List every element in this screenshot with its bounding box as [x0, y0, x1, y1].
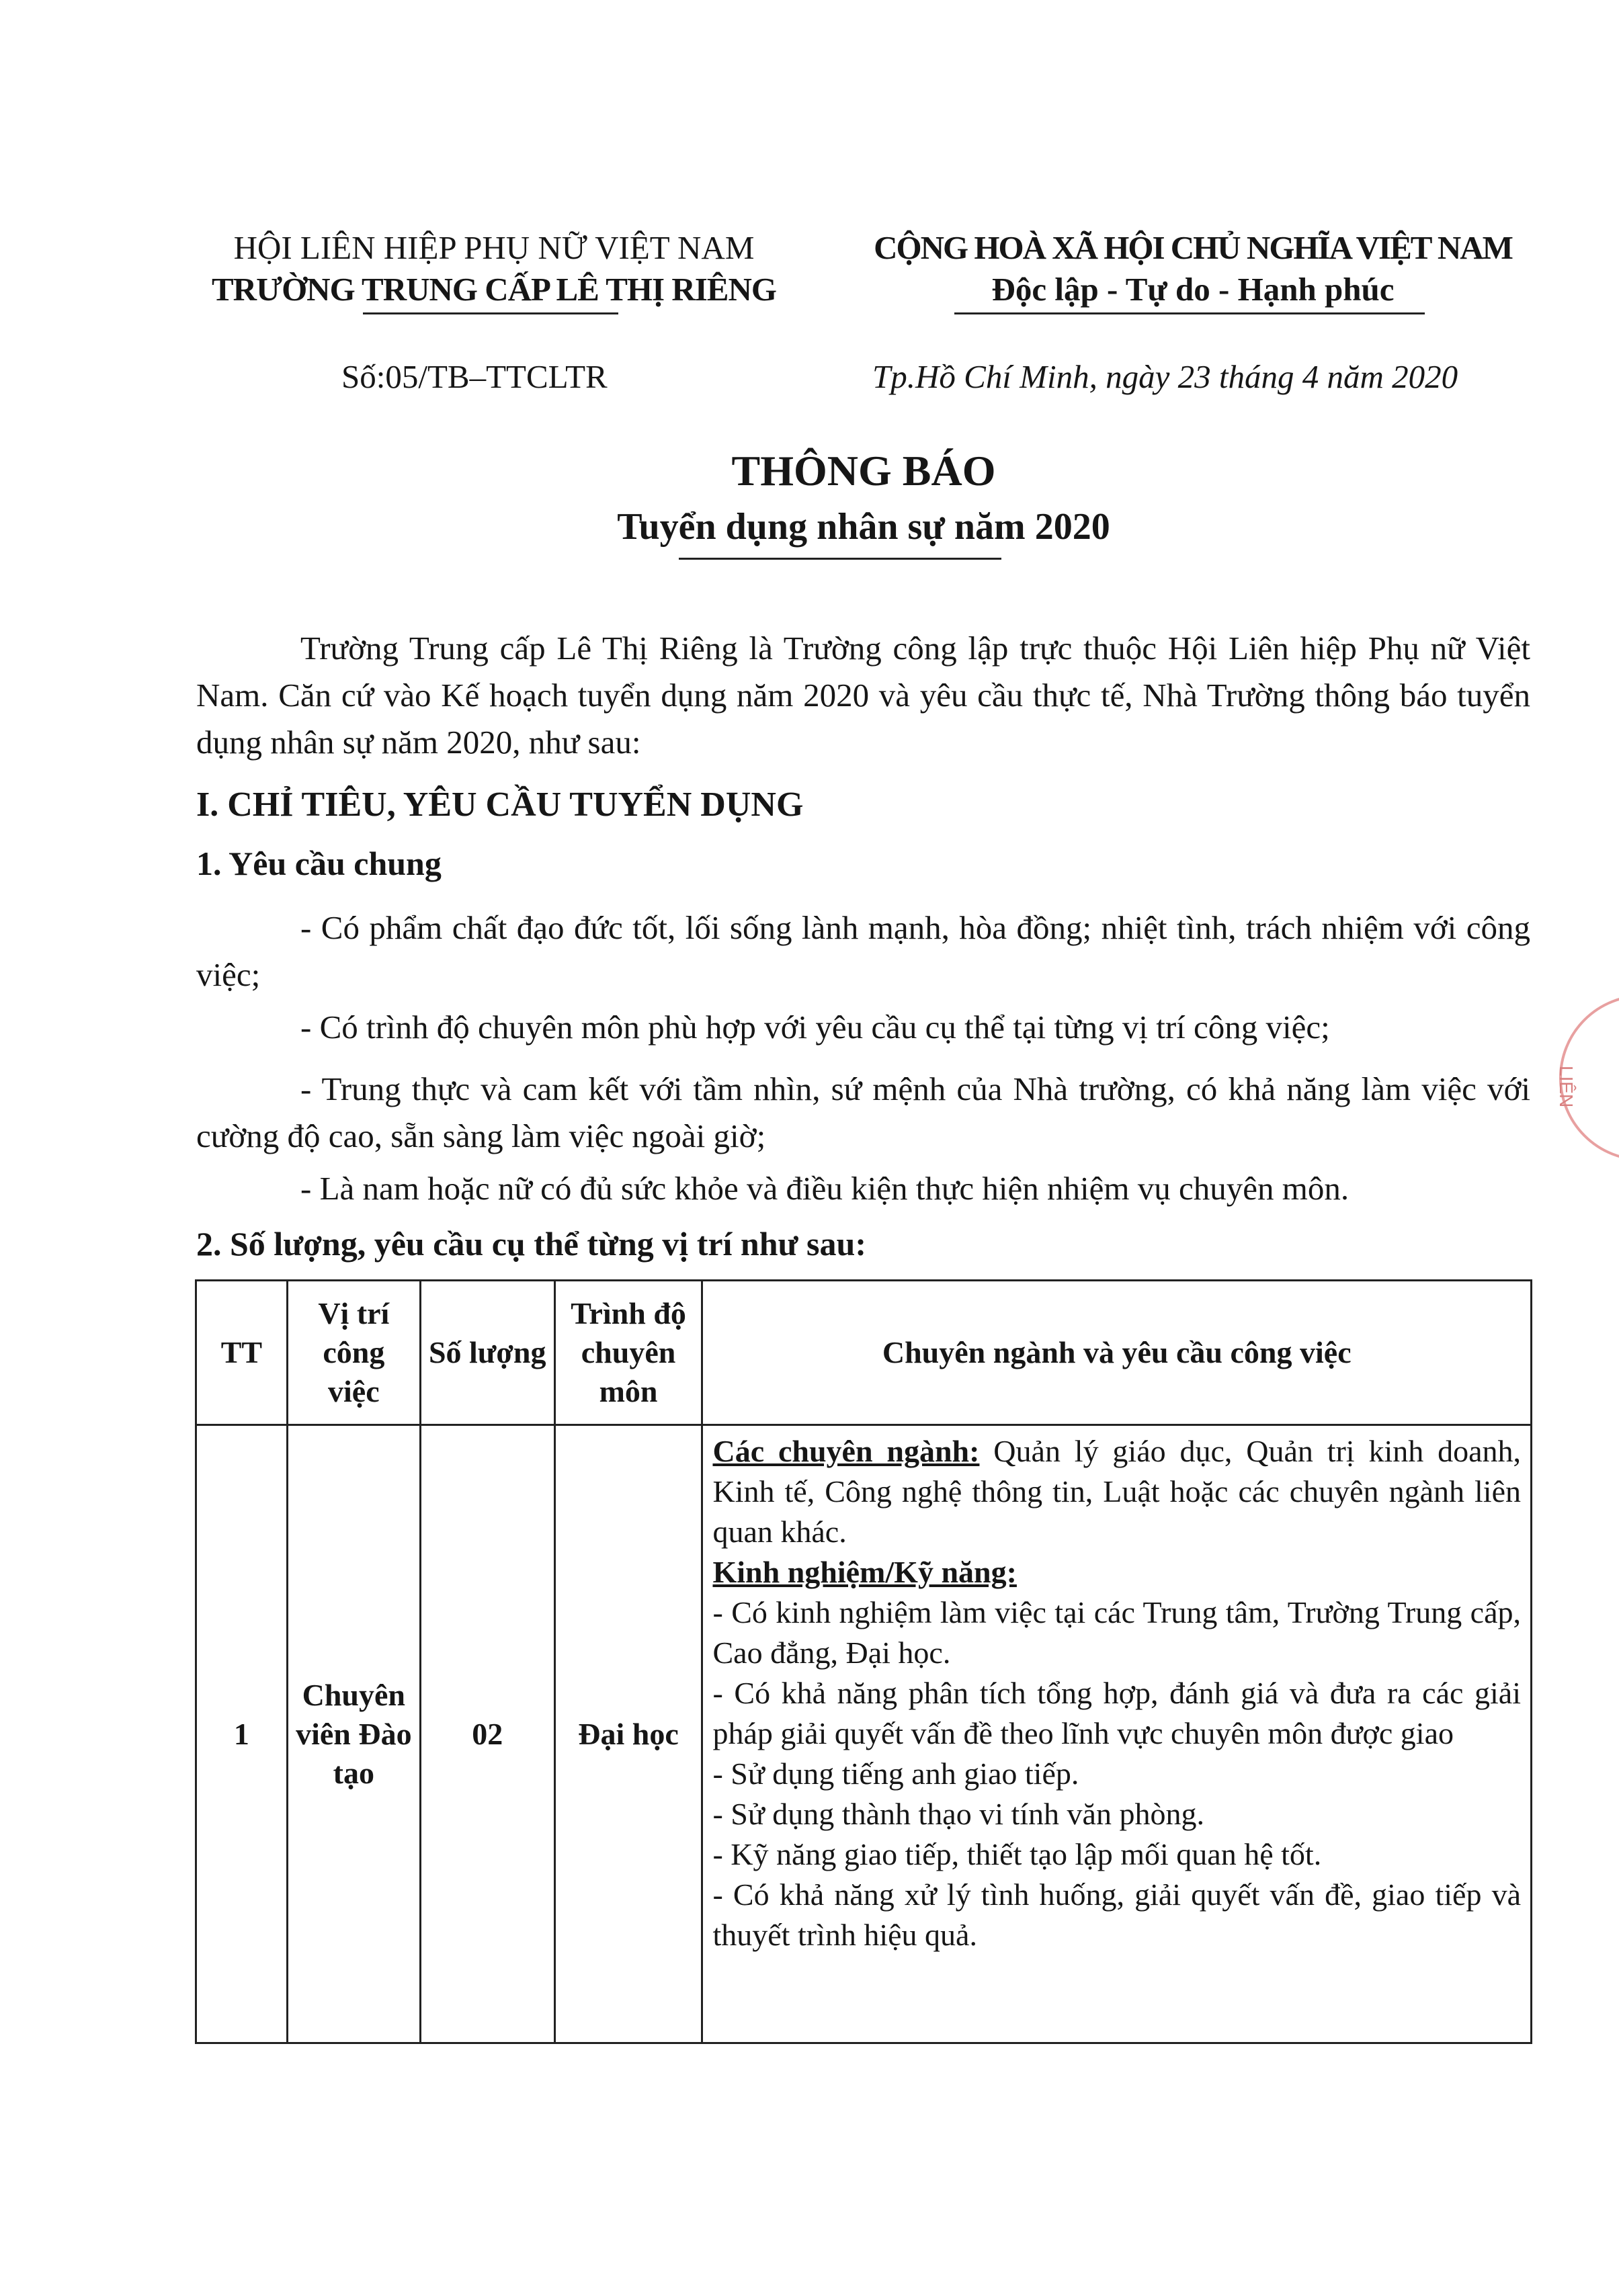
motto-underline — [954, 312, 1425, 314]
national-motto: Độc lập - Tự do - Hạnh phúc — [991, 271, 1395, 308]
subsection-heading: 1. Yêu cầu chung — [196, 845, 442, 882]
row-position: Chuyên viên Đào tạo — [287, 1425, 420, 2043]
col-header-level: Trình độ chuyên môn — [554, 1281, 702, 1425]
row-level: Đại học — [554, 1425, 702, 2043]
col-header-quantity: Số lượng — [420, 1281, 554, 1425]
col-header-requirements: Chuyên ngành và yêu cầu công việc — [702, 1281, 1532, 1425]
majors-paragraph — [712, 1431, 1521, 1552]
row-requirements — [702, 1425, 1532, 2043]
stamp-text: LIÊN — [1556, 1066, 1577, 1108]
skill-item: - Sử dụng thành thạo vi tính văn phòng. — [712, 1797, 1204, 1831]
col-header-position: Vị trí công việc — [287, 1281, 420, 1425]
country-name: CỘNG HOÀ XÃ HỘI CHỦ NGHĨA VIỆT NAM — [874, 229, 1512, 266]
majors-text: Quản lý giáo dục, Quản trị kinh doanh, Kinh tế, Công nghệ thông tin, Luật hoặc các chuyên ngành liên quan khác. — [712, 1434, 1521, 1549]
requirement-item: - Có phẩm chất đạo đức tốt, lối sống lành mạnh, hòa đồng; nhiệt tình, trách nhiệm với công việc; — [196, 909, 1530, 993]
skill-item: - Sử dụng tiếng anh giao tiếp. — [712, 1756, 1079, 1791]
row-tt: 1 — [196, 1425, 288, 2043]
org-name: TRƯỜNG TRUNG CẤP LÊ THỊ RIÊNG — [212, 271, 776, 308]
majors-label: Các chuyên ngành: — [712, 1434, 980, 1468]
org-parent: HỘI LIÊN HIỆP PHỤ NỮ VIỆT NAM — [233, 229, 755, 266]
requirement-item: - Là nam hoặc nữ có đủ sức khỏe và điều kiện thực hiện nhiệm vụ chuyên môn. — [300, 1170, 1350, 1207]
section-heading: I. CHỈ TIÊU, YÊU CẦU TUYỂN DỤNG — [196, 785, 804, 824]
requirement-item: - Trung thực và cam kết với tầm nhìn, sứ mệnh của Nhà trường, có khả năng làm việc với cường độ cao, sẵn sàng làm việc ngoài giờ; — [196, 1070, 1530, 1154]
table-row — [196, 1425, 1532, 2043]
title-underline — [679, 558, 1001, 560]
skills-label: Kinh nghiệm/Kỹ năng: — [712, 1555, 1017, 1589]
skill-item: - Có khả năng phân tích tổng hợp, đánh giá và đưa ra các giải pháp giải quyết vấn đề theo lĩnh vực chuyên môn được giao — [712, 1676, 1521, 1750]
table-header-row — [196, 1281, 1532, 1425]
document-title: THÔNG BÁO — [731, 447, 996, 495]
skill-item: - Kỹ năng giao tiếp, thiết tạo lập mối quan hệ tốt. — [712, 1837, 1322, 1871]
recruitment-table — [195, 1279, 1532, 2044]
row-quantity: 02 — [420, 1425, 554, 2043]
org-underline — [363, 312, 618, 314]
subsection-heading: 2. Số lượng, yêu cầu cụ thể từng vị trí như sau: — [196, 1225, 866, 1263]
col-header-tt: TT — [196, 1281, 288, 1425]
skill-item: - Có kinh nghiệm làm việc tại các Trung tâm, Trường Trung cấp, Cao đẳng, Đại học. — [712, 1595, 1521, 1670]
intro-paragraph: Trường Trung cấp Lê Thị Riêng là Trường công lập trực thuộc Hội Liên hiệp Phụ nữ Việt Nam. Căn cứ vào Kế hoạch tuyển dụng năm 2020 và yêu cầu thực tế, Nhà Trường thông báo tuyển dụng nhân sự năm 2020, như sau: — [196, 630, 1530, 761]
document-number: Số:05/TB–TTCLTR — [341, 358, 608, 395]
skill-item: - Có khả năng xử lý tình huống, giải quyết vấn đề, giao tiếp và thuyết trình hiệu quả. — [712, 1877, 1521, 1952]
document-subtitle: Tuyển dụng nhân sự năm 2020 — [617, 506, 1110, 548]
requirement-item: - Có trình độ chuyên môn phù hợp với yêu cầu cụ thể tại từng vị trí công việc; — [300, 1009, 1330, 1046]
place-date: Tp.Hồ Chí Minh, ngày 23 tháng 4 năm 2020 — [872, 358, 1458, 395]
